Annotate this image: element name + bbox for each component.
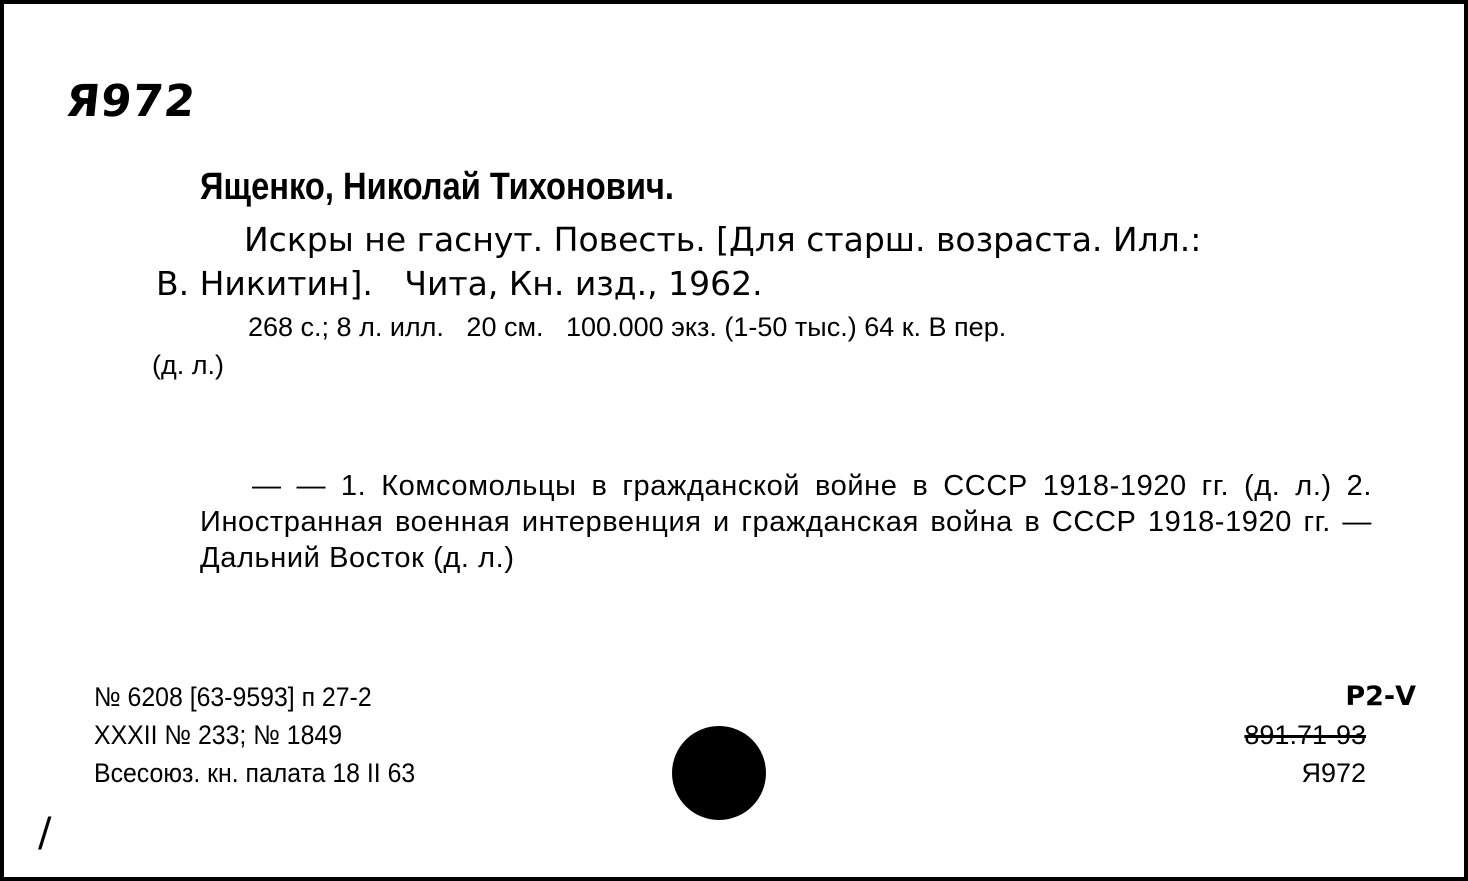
title-description xyxy=(156,218,1372,306)
footer-line-3: Всесоюз. кн. палата 18 II 63 xyxy=(94,758,416,788)
shelf-code: Я972 xyxy=(1301,758,1366,788)
author-heading: Ященко, Николай Тихонович. xyxy=(200,166,674,208)
card-footer xyxy=(94,678,415,792)
physical-description xyxy=(152,308,1372,384)
footer-line-1: № 6208 [63-9593] п 27-2 xyxy=(94,682,372,712)
title-line-1: Искры не гаснут. Повесть. [Для старш. возраста. Илл.: xyxy=(244,220,1202,259)
physical-line-2: (д. л.) xyxy=(152,350,224,380)
physical-line-1: 268 с.; 8 л. илл. 20 см. 100.000 экз. (1-50 тыс.) 64 к. В пер. xyxy=(248,312,1007,342)
subject-headings: — — 1. Комсомольцы в гражданской войне в СССР 1918-1920 гг. (д. л.) 2. Иностранная военная интервенция и гражданская война в СССР 1918-1920 гг. — Дальний Восток (д. л.) xyxy=(200,470,1372,574)
footer-line-2: XXXII № 233; № 1849 xyxy=(94,720,343,750)
margin-mark: / xyxy=(38,810,52,856)
shelf-handwritten: Р2-V xyxy=(1345,681,1416,712)
shelf-struck-code: 891.71-93 xyxy=(1244,720,1366,750)
punch-hole xyxy=(672,726,766,820)
title-line-2: В. Никитин]. Чита, Кн. изд., 1962. xyxy=(156,264,763,303)
handwritten-code: Я972 xyxy=(63,76,199,127)
shelf-mark xyxy=(1244,678,1416,792)
